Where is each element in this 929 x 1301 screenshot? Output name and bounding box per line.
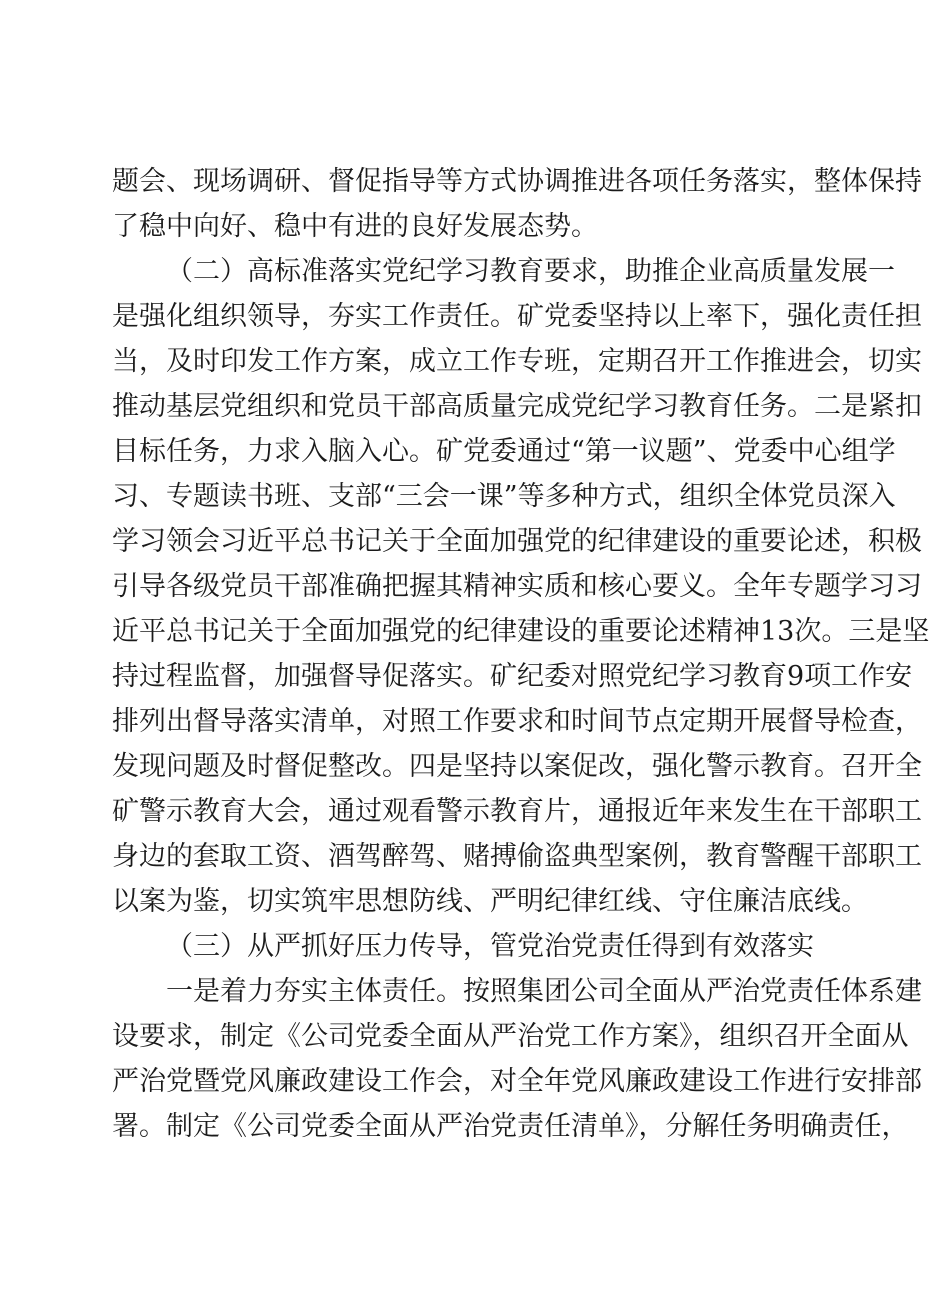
paragraph-line: 持过程监督，加强督导促落实。矿纪委对照党纪学习教育9项工作安	[112, 661, 913, 692]
paragraph-line: 目标任务，力求入脑入心。矿党委通过“第一议题”、党委中心组学	[112, 436, 896, 467]
section-heading-three: （三）从严抓好压力传导，管党治党责任得到有效落实	[166, 931, 814, 962]
paragraph-line: 排列出督导落实清单，对照工作要求和时间节点定期开展督导检查，	[112, 706, 922, 737]
paragraph-line: 学习领会习近平总书记关于全面加强党的纪律建设的重要论述，积极	[112, 526, 922, 557]
paragraph-line: 设要求，制定《公司党委全面从严治党工作方案》，组织召开全面从	[112, 1021, 909, 1052]
paragraph-line: 严治党暨党风廉政建设工作会，对全年党风廉政建设工作进行安排部	[112, 1066, 922, 1097]
paragraph-line: 身边的套取工资、酒驾醉驾、赌搏偷盗典型案例，教育警醒干部职工	[112, 841, 922, 872]
section-heading-two: （二）高标准落实党纪学习教育要求，助推企业高质量发展一	[166, 256, 895, 287]
paragraph-line: 近平总书记关于全面加强党的纪律建设的重要论述精神13次。三是坚	[112, 616, 929, 647]
paragraph-line: 以案为鉴，切实筑牢思想防线、严明纪律红线、守住廉洁底线。	[112, 886, 868, 917]
paragraph-line: 题会、现场调研、督促指导等方式协调推进各项任务落实，整体保持	[112, 166, 922, 197]
paragraph-line: 一是着力夯实主体责任。按照集团公司全面从严治党责任体系建	[166, 976, 922, 1007]
paragraph-line: 了稳中向好、稳中有进的良好发展态势。	[112, 211, 598, 242]
paragraph-line: 当，及时印发工作方案，成立工作专班，定期召开工作推进会，切实	[112, 346, 922, 377]
paragraph-line: 推动基层党组织和党员干部高质量完成党纪学习教育任务。二是紧扣	[112, 391, 922, 422]
paragraph-line: 矿警示教育大会，通过观看警示教育片，通报近年来发生在干部职工	[112, 796, 922, 827]
paragraph-line: 署。制定《公司党委全面从严治党责任清单》，分解任务明确责任，	[112, 1111, 909, 1142]
paragraph-line: 引导各级党员干部准确把握其精神实质和核心要义。全年专题学习习	[112, 571, 922, 602]
paragraph-line: 是强化组织领导，夯实工作责任。矿党委坚持以上率下，强化责任担	[112, 301, 922, 332]
paragraph-line: 发现问题及时督促整改。四是坚持以案促改，强化警示教育。召开全	[112, 751, 922, 782]
paragraph-line: 习、专题读书班、支部“三会一课”等多种方式，组织全体党员深入	[112, 481, 896, 512]
